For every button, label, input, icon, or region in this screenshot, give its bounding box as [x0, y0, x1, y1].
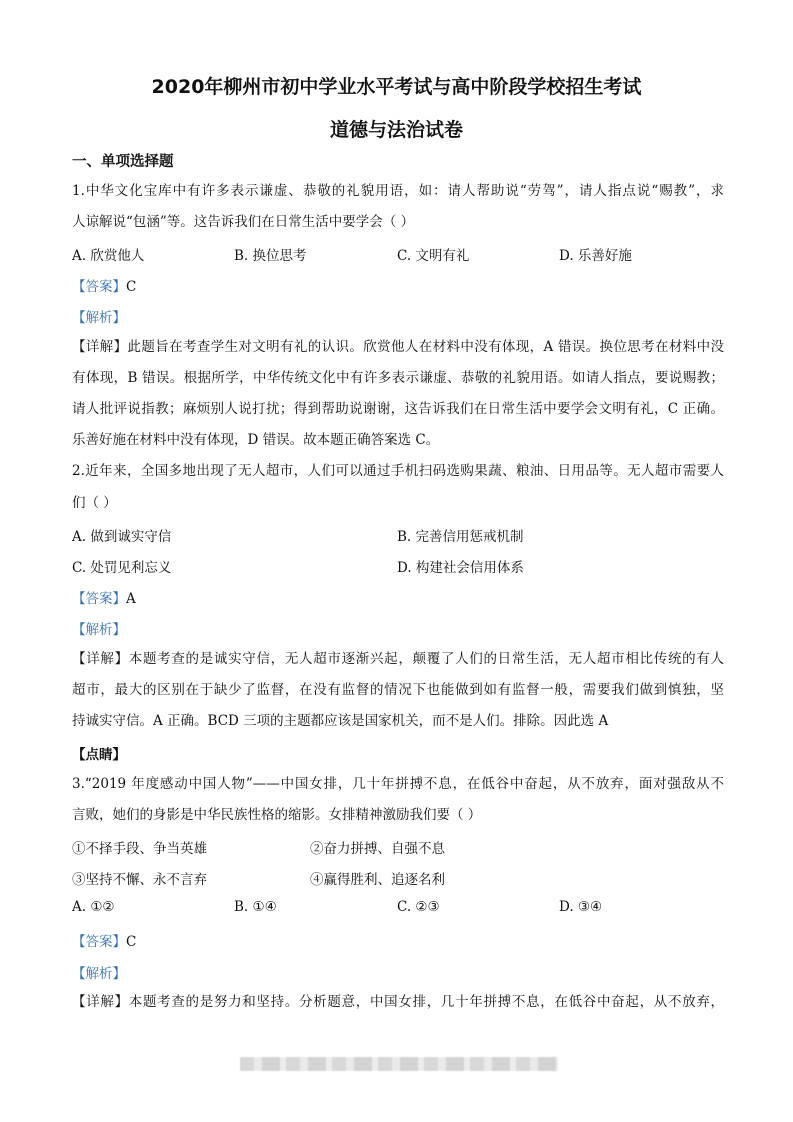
- q3-item-3: ③坚持不懈、永不言弃: [72, 872, 207, 888]
- q2-point-tag: 【点睛】: [72, 747, 126, 763]
- answer-tag: 【答案】: [72, 279, 126, 295]
- answer-value: C: [126, 934, 137, 950]
- page-title: 2020年柳州市初中学业水平考试与高中阶段学校招生考试: [151, 76, 642, 98]
- q3-option-c: C. ②③: [397, 899, 440, 915]
- blurred-footer-watermark: [240, 1057, 558, 1071]
- q2-detail-line-2: 超市，最大的区别在于缺少了监督，在没有监督的情况下也能做到如有监督一般，需要我们做到慎独，坚: [72, 682, 724, 698]
- q1-detail-line-2: 有体现，B 错误。根据所学，中华传统文化中有许多表示谦虚、恭敬的礼貌用语。如请人指点，要说赐教；: [72, 370, 724, 386]
- q3-item-2: ②奋力拼搏、自强不息: [310, 841, 445, 857]
- answer-value: A: [126, 591, 136, 607]
- q3-analysis-tag: 【解析】: [72, 966, 126, 982]
- answer-tag: 【答案】: [72, 934, 126, 950]
- q2-option-a: A. 做到诚实守信: [72, 529, 172, 545]
- detail-text: 此题旨在考查学生对文明有礼的认识。欣赏他人在材料中没有体现，A 错误。换位思考在材料中没: [127, 339, 725, 355]
- q1-analysis-tag: 【解析】: [72, 310, 126, 326]
- q1-option-b: B. 换位思考: [234, 248, 307, 264]
- q3-option-a: A. ①②: [72, 899, 115, 915]
- detail-tag: 【详解】: [72, 994, 129, 1010]
- detail-text: 本题考查的是努力和坚持。分析题意，中国女排，几十年拼搏不息，在低谷中奋起，从不放弃，: [128, 994, 725, 1010]
- q3-option-b: B. ①④: [234, 899, 277, 915]
- q1-detail-line-4: 乐善好施在材料中没有体现，D 错误。故本题正确答案选 C。: [72, 432, 440, 448]
- q1-stem-line-2: 人谅解说“包涵”等。这告诉我们在日常生活中要学会（ ）: [72, 214, 415, 230]
- page-subtitle: 道德与法治试卷: [329, 119, 463, 141]
- q2-stem-line-1: 2.近年来，全国多地出现了无人超市，人们可以通过手机扫码选购果蔬、粮油、日用品等。无人超市需要人: [72, 463, 724, 479]
- q2-option-b: B. 完善信用惩戒机制: [397, 529, 524, 545]
- q3-item-4: ④赢得胜利、追逐名利: [310, 872, 445, 888]
- detail-text: 本题考查的是诚实守信，无人超市逐渐兴起，颠覆了人们的日常生活，无人超市相比传统的有人: [128, 651, 725, 667]
- q3-detail-line-1: [72, 993, 724, 1011]
- q3-stem-line-1: 3.“2019 年度感动中国人物”——中国女排，几十年拼搏不息，在低谷中奋起，从不放弃，面对强敌从不: [72, 776, 724, 792]
- q2-analysis-tag: 【解析】: [72, 622, 126, 638]
- detail-tag: 【详解】: [72, 339, 128, 355]
- q3-item-1: ①不择手段、争当英雄: [72, 841, 207, 857]
- q2-stem-line-2: 们（ ）: [72, 495, 117, 511]
- q1-stem-line-1: 1.中华文化宝库中有许多表示谦虚、恭敬的礼貌用语，如：请人帮助说“劳驾”，请人指点说“赐教”，求: [72, 183, 724, 199]
- q2-answer: [72, 587, 136, 607]
- q2-option-d: D. 构建社会信用体系: [397, 560, 524, 576]
- q1-option-c: C. 文明有礼: [397, 248, 470, 264]
- detail-tag: 【详解】: [72, 651, 129, 667]
- q2-option-c: C. 处罚见利忘义: [72, 560, 172, 576]
- section-heading: 一、单项选择题: [72, 154, 174, 170]
- q1-option-a: A. 欣赏他人: [72, 248, 145, 264]
- answer-tag: 【答案】: [72, 591, 126, 607]
- q1-option-d: D. 乐善好施: [559, 248, 632, 264]
- q1-detail-line-1: [72, 338, 724, 356]
- q2-detail-line-3: 持诚实守信。A 正确。BCD 三项的主题都应该是国家机关，而不是人们。排除。因此选 A: [72, 713, 609, 729]
- q3-stem-line-2: 言败，她们的身影是中华民族性格的缩影。女排精神激励我们要（ ）: [72, 807, 482, 823]
- q3-option-d: D. ③④: [559, 899, 603, 915]
- q3-answer: [72, 930, 136, 950]
- q2-detail-line-1: [72, 650, 724, 668]
- q1-answer: [72, 275, 136, 295]
- answer-value: C: [126, 279, 137, 295]
- q1-detail-line-3: 请人批评说指教；麻烦别人说打扰；得到帮助说谢谢，这告诉我们在日常生活中要学会文明有礼，C 正确。: [72, 401, 724, 417]
